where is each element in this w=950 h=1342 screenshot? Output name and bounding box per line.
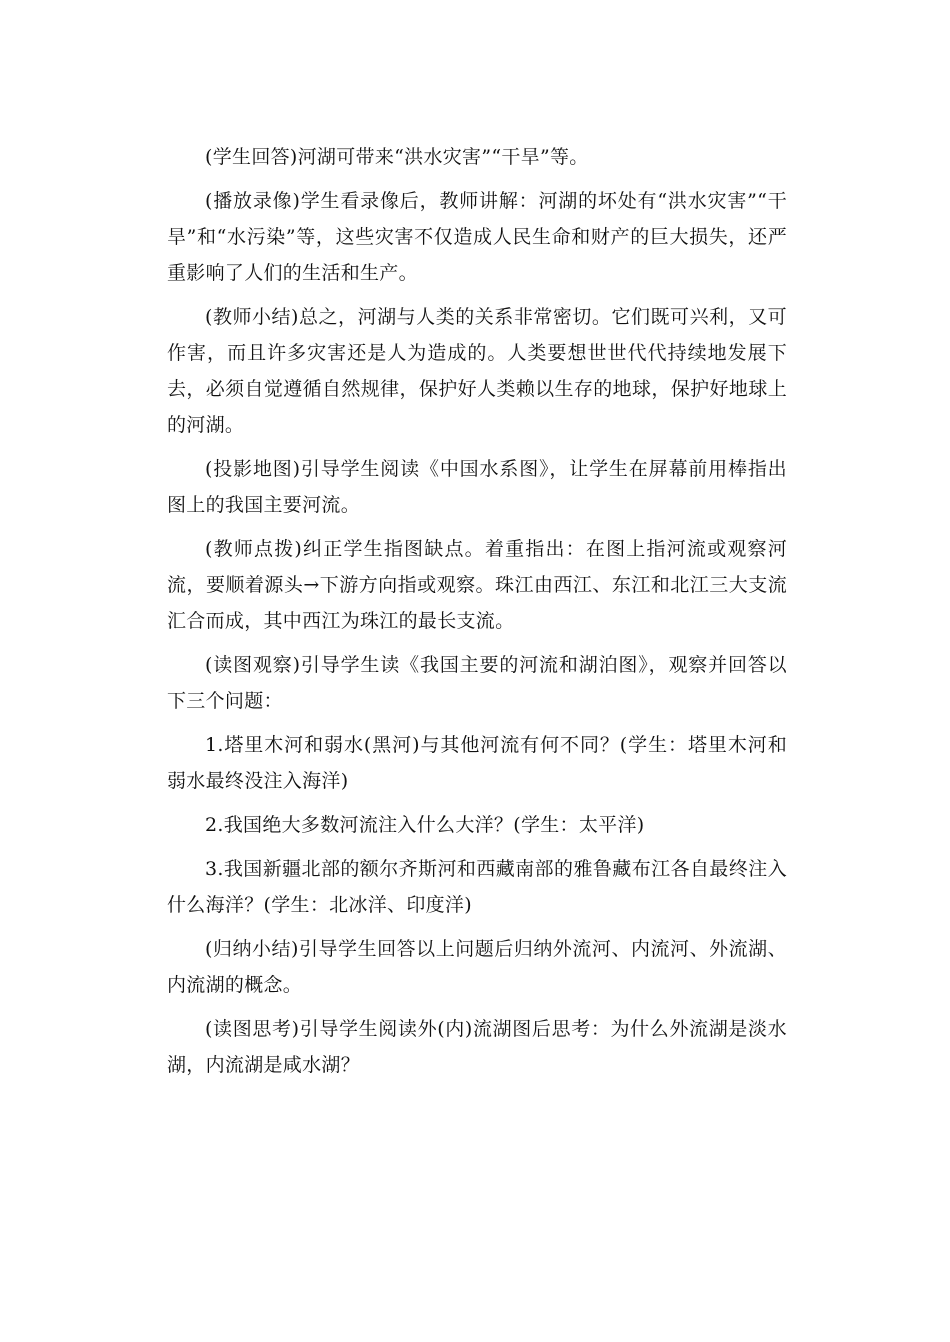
paragraph-projected-map: (投影地图)引导学生阅读《中国水系图》，让学生在屏幕前用棒指出图上的我国主要河流。 (167, 458, 787, 516)
paragraph-question-1: 1.塔里木河和弱水(黑河)与其他河流有何不同？(学生：塔里木河和弱水最终没注入海洋) (167, 734, 787, 792)
paragraph-question-2: 2.我国绝大多数河流注入什么大洋？(学生：太平洋) (205, 814, 645, 836)
paragraph-question-3: 3.我国新疆北部的额尔齐斯河和西藏南部的雅鲁藏布江各自最终注入什么海洋？(学生：北冰洋、印度洋) (167, 858, 787, 916)
paragraph-map-thinking: (读图思考)引导学生阅读外(内)流湖图后思考：为什么外流湖是淡水湖，内流湖是咸水湖？ (167, 1018, 787, 1076)
paragraph-play-video: (播放录像)学生看录像后，教师讲解：河湖的坏处有“洪水灾害”“干旱”和“水污染”等，这些灾害不仅造成人民生命和财产的巨大损失，还严重影响了人们的生活和生产。 (167, 190, 787, 284)
paragraph-map-observation: (读图观察)引导学生读《我国主要的河流和湖泊图》，观察并回答以下三个问题： (167, 654, 787, 712)
paragraph-teacher-guidance: (教师点拨)纠正学生指图缺点。着重指出：在图上指河流或观察河流，要顺着源头→下游方向指或观察。珠江由西江、东江和北江三大支流汇合而成，其中西江为珠江的最长支流。 (167, 538, 787, 632)
paragraph-concept-summary: (归纳小结)引导学生回答以上问题后归纳外流河、内流河、外流湖、内流湖的概念。 (167, 938, 787, 996)
paragraph-teacher-summary: (教师小结)总之，河湖与人类的关系非常密切。它们既可兴利，又可作害，而且许多灾害还是人为造成的。人类要想世世代代持续地发展下去，必须自觉遵循自然规律，保护好人类赖以生存的地球，保护好地球上的河湖。 (167, 306, 787, 436)
document-body (167, 139, 787, 1091)
paragraph-student-answer: (学生回答)河湖可带来“洪水灾害”“干旱”等。 (205, 146, 589, 168)
